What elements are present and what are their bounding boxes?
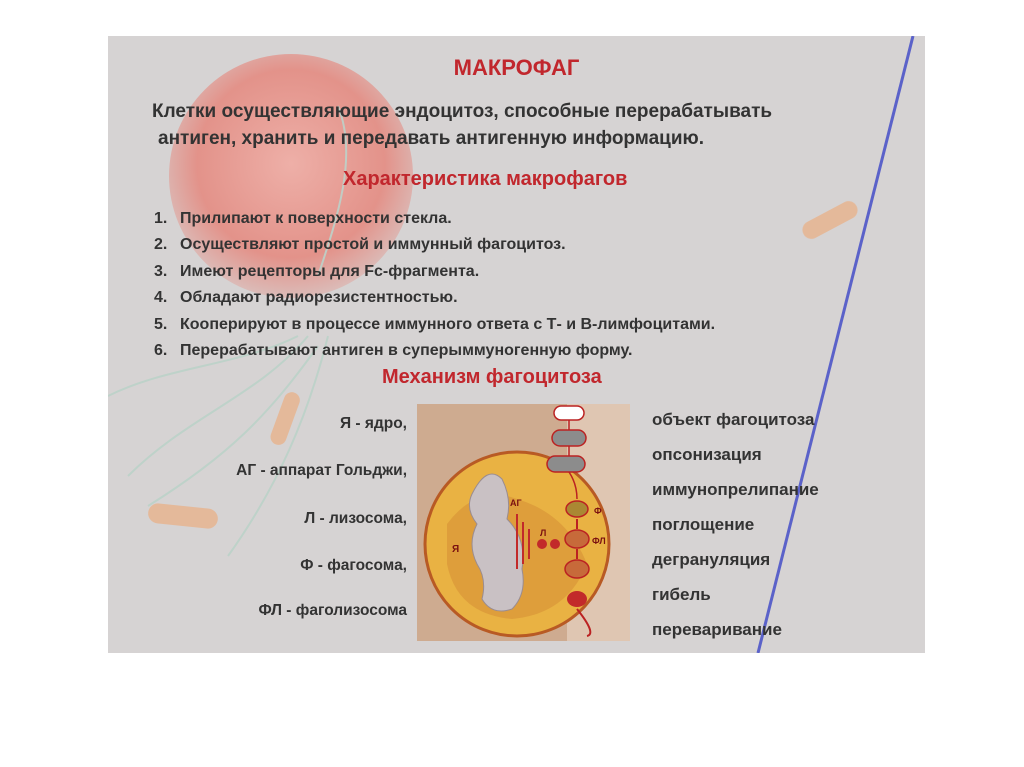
adhered-object: [547, 456, 585, 472]
diagram-label-phagolysosome: ФЛ: [592, 536, 606, 546]
step-item: иммунопрелипание: [652, 480, 819, 499]
characteristics-list: [154, 206, 715, 364]
list-item: 1. Прилипают к поверхности стекла.: [154, 210, 452, 227]
step-item: поглощение: [652, 515, 755, 534]
step-item: гибель: [652, 585, 711, 604]
slide-title: МАКРОФАГ: [453, 55, 580, 80]
legend-phagolysosome: ФЛ - фаголизосома: [258, 602, 407, 619]
step-item: дегрануляция: [652, 550, 771, 569]
step-item: опсонизация: [652, 445, 762, 464]
diagram-label-lysosome: Л: [540, 528, 547, 538]
list-item: 6. Перерабатывают антиген в суперыммуногенную форму.: [154, 341, 633, 359]
characteristics-heading: Характеристика макрофагов: [343, 168, 628, 190]
list-item: 2. Осуществляют простой и иммунный фагоцитоз.: [154, 236, 566, 254]
intro-line-1: Клетки осуществляющие эндоцитоз, способные перерабатывать: [152, 101, 773, 122]
phagosome-shape: [565, 530, 589, 548]
degrading-object: [567, 591, 587, 607]
list-item: 5. Кооперируют в процессе иммунного ответа с Т- и В-лимфоцитами.: [154, 315, 716, 333]
legend-lysosome: Л - лизосома,: [304, 510, 407, 527]
legend-phagosome: Ф - фагосома,: [300, 557, 407, 574]
phagocytosis-steps: [652, 402, 819, 647]
phagolysosome-shape: [565, 560, 589, 578]
engulfed-object: [566, 501, 588, 517]
diagram-label-golgi: АГ: [510, 498, 522, 508]
opsonized-object: [552, 430, 586, 446]
list-item: 3. Имеют рецепторы для Fc-фрагмента.: [154, 262, 480, 280]
phagocytosis-diagram: [417, 404, 630, 641]
diagram-label-phagosome: Ф: [594, 506, 602, 516]
object-capsule: [554, 406, 584, 420]
step-item: объект фагоцитоза: [652, 410, 815, 429]
slide: [108, 36, 925, 653]
legend-nucleus: Я - ядро,: [339, 415, 407, 432]
diagram-label-nucleus: Я: [452, 544, 460, 555]
list-item: 4. Обладают радиорезистентностью.: [154, 289, 458, 307]
legend-golgi: АГ - аппарат Гольджи,: [236, 462, 407, 479]
intro-line-2: антиген, хранить и передавать антигенную информацию.: [158, 128, 705, 149]
mechanism-heading: Механизм фагоцитоза: [382, 366, 602, 388]
step-item: переваривание: [652, 620, 782, 639]
intro-text: [152, 98, 772, 152]
